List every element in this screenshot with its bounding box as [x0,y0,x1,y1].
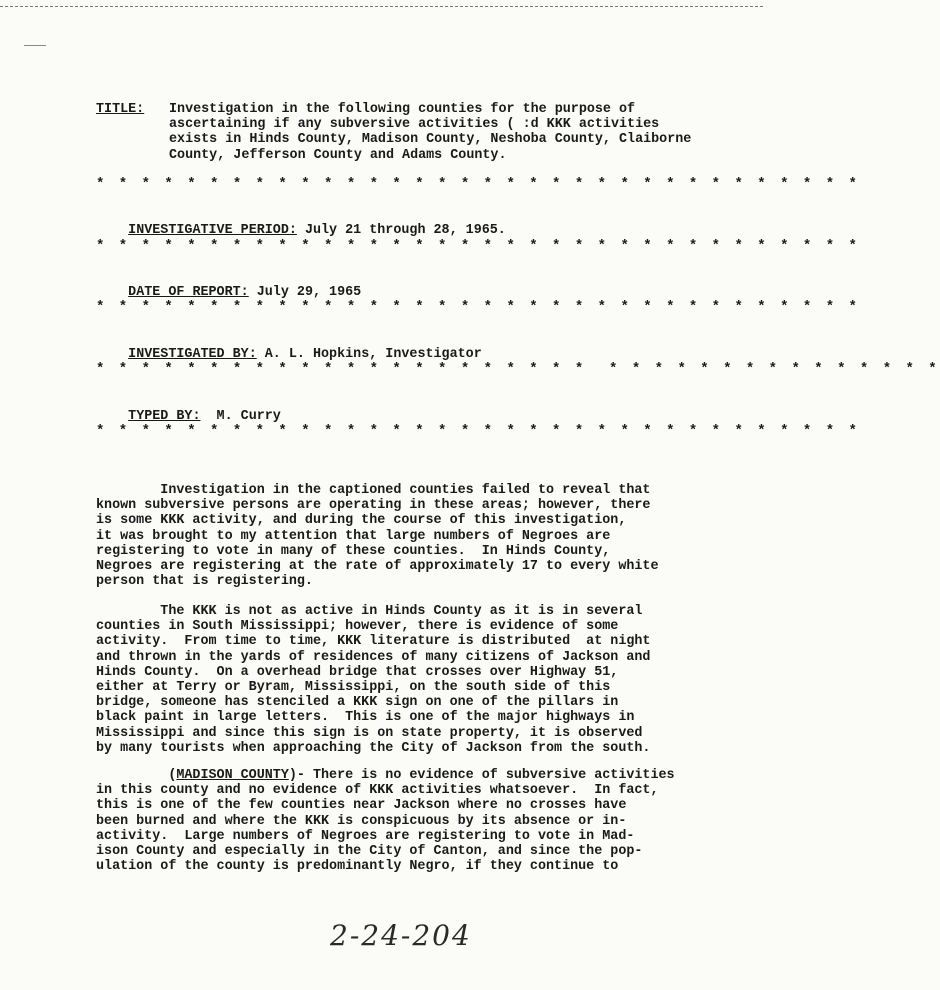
madison-heading-line [96,768,736,783]
star-separator: * * * * * * * * * * * * * * * * * * * * * * * * * * * * * * * * * * [96,299,860,315]
body-line: is some KKK activity, and during the course of this investigation, [96,513,627,529]
body-line: bridge, someone has stenciled a KKK sign on one of the pillars in [96,695,619,711]
body-line: The KKK is not as active in Hinds County as it is in several [96,604,643,619]
body-line: this is one of the few counties near Jackson where no crosses have [96,798,627,814]
body-line: Hinds County. On a overhead bridge that crosses over Highway 51, [96,664,619,680]
body-line: activity. From time to time, KKK literature is distributed at night [96,634,651,650]
investigated-by-label: INVESTIGATED BY: [128,347,257,363]
heading-rest: )- There is no evidence of subversive activities [288,768,675,783]
body-line: either at Terry or Byram, Mississippi, on the south side of this [96,680,611,696]
investigated-by-value: A. L. Hopkins, Investigator [256,347,482,363]
handwritten-file-number: 2-24-204 [330,919,472,952]
body-line: registering to vote in many of these counties. In Hinds County, [96,543,611,559]
star-separator: * * * * * * * * * * * * * * * * * * * * * * * * * * * * * * * * * * [96,238,860,254]
body-line: counties in South Mississippi; however, there is evidence of some [96,619,619,635]
title-line: County, Jefferson County and Adams County. [169,147,507,163]
body-line: black paint in large letters. This is one of the major highways in [96,710,635,726]
body-line: and thrown in the yards of residences of many citizens of Jackson and [96,649,651,665]
title-line: Investigation in the following counties for the purpose of [169,102,636,117]
investigative-period-value: July 21 through 28, 1965. [296,223,506,239]
body-line: ulation of the county is predominantly Negro, if they continue to [96,859,619,875]
body-line: activity. Large numbers of Negroes are registering to vote in Mad- [96,828,635,844]
body-line: person that is registering. [96,574,313,590]
title-text [169,102,759,163]
typed-by-label: TYPED BY: [128,409,201,425]
investigative-period-label: INVESTIGATIVE PERIOD: [128,223,297,239]
star-separator: * * * * * * * * * * * * * * * * * * * * * * * * * * * * * * * * * * [96,423,860,439]
title-label: TITLE: [96,102,145,117]
paragraph-1 [96,483,736,589]
paragraph-3 [96,768,736,874]
heading-paren-open: ( [96,768,177,783]
typed-by-value: M. Curry [200,409,281,425]
body-line: by many tourists when approaching the City of Jackson from the south. [96,740,651,756]
date-of-report-value: July 29, 1965 [248,285,362,301]
star-separator: * * * * * * * * * * * * * * * * * * * * * * * * * * * * * * * * * * * * * [96,361,940,377]
body-line: been burned and where the KKK is conspicuous by its absence or in- [96,813,627,829]
body-line: Investigation in the captioned counties failed to reveal that [96,483,651,498]
date-of-report-label: DATE OF REPORT: [128,285,249,301]
title-line: ascertaining if any subversive activities ( :d KKK activities [169,117,660,133]
madison-county-heading: MADISON COUNTY [176,768,289,783]
body-line: in this county and no evidence of KKK activities whatsoever. In fact, [96,783,659,799]
paragraph-2 [96,604,736,756]
body-line: Negroes are registering at the rate of approximately 17 to every white [96,559,659,575]
star-separator: * * * * * * * * * * * * * * * * * * * * * * * * * * * * * * * * * * [96,176,860,192]
body-line: ison County and especially in the City of Canton, and since the pop- [96,844,643,860]
title-line: exists in Hinds County, Madison County, Neshoba County, Claiborne [169,132,692,148]
body-line: it was brought to my attention that large numbers of Negroes are [96,528,611,544]
body-line: known subversive persons are operating in these areas; however, there [96,498,651,514]
body-line: Mississippi and since this sign is on state property, it is observed [96,725,643,741]
